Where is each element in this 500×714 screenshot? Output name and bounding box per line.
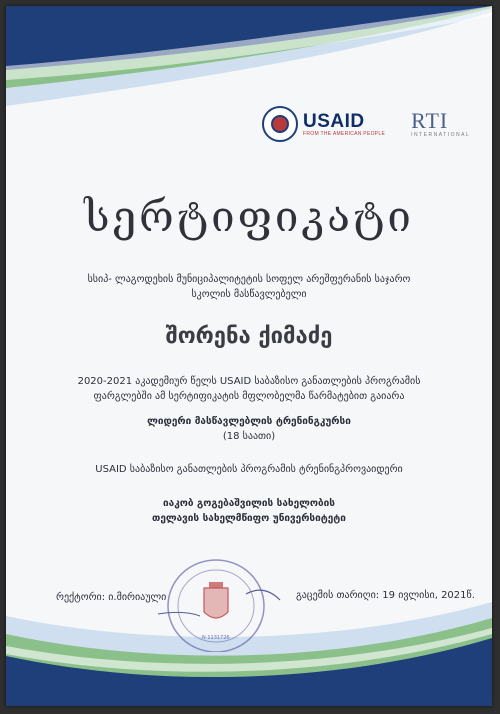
- university-line1: იაკობ გოგებაშვილის სახელობის: [163, 498, 335, 509]
- usaid-tagline: FROM THE AMERICAN PEOPLE: [303, 130, 386, 137]
- description-line2: ფარგლებში ამ სერტიფიკატის მფლობელმა წარმატებით გაიარა: [93, 391, 405, 402]
- usaid-wordmark: USAID: [303, 110, 365, 132]
- course-block: [6, 414, 492, 444]
- rti-logo: [411, 110, 470, 138]
- description-line1: 2020-2021 აკადემიურ წელს USAID საბაზისო განათლების პროგრამის: [77, 376, 421, 387]
- university-stamp: [154, 554, 288, 652]
- stamp-number: N 1131726: [202, 635, 230, 641]
- certificate-page: [6, 6, 492, 706]
- certificate-title: სერტიფიკატი: [84, 192, 414, 241]
- issue-date: გაცემის თარიღი: 19 ივლისი, 2021წ.: [296, 590, 475, 601]
- description: [6, 374, 492, 404]
- rector-signature-label: რექტორი: ი.მირიაული: [56, 592, 167, 603]
- recipient-role-line1: სსიპ- ლაგოდეხის მუნიციპალიტეტის სოფელ არეშფერანის საჯარო: [87, 274, 411, 285]
- course-hours: (18 საათი): [222, 431, 276, 442]
- provider-line: USAID საბაზისო განათლების პროგრამის ტრენინგპროვაიდერი: [95, 464, 403, 475]
- university-block: [6, 496, 492, 526]
- usaid-logo: [303, 112, 385, 137]
- recipient-role: [6, 272, 492, 302]
- rti-wordmark: RTI: [411, 108, 449, 133]
- sponsor-logos: [262, 104, 470, 144]
- usaid-seal-icon: [262, 106, 298, 142]
- rti-subtitle: INTERNATIONAL: [411, 132, 471, 138]
- recipient-name: შორენა ქიმაძე: [165, 324, 333, 349]
- course-name: ლიდერი მასწავლებლის ტრენინგკურსი: [147, 416, 351, 427]
- recipient-role-line2: სკოლის მასწავლებელი: [191, 289, 307, 300]
- university-line2: თელავის სახელმწიფო უნივერსიტეტი: [152, 513, 346, 524]
